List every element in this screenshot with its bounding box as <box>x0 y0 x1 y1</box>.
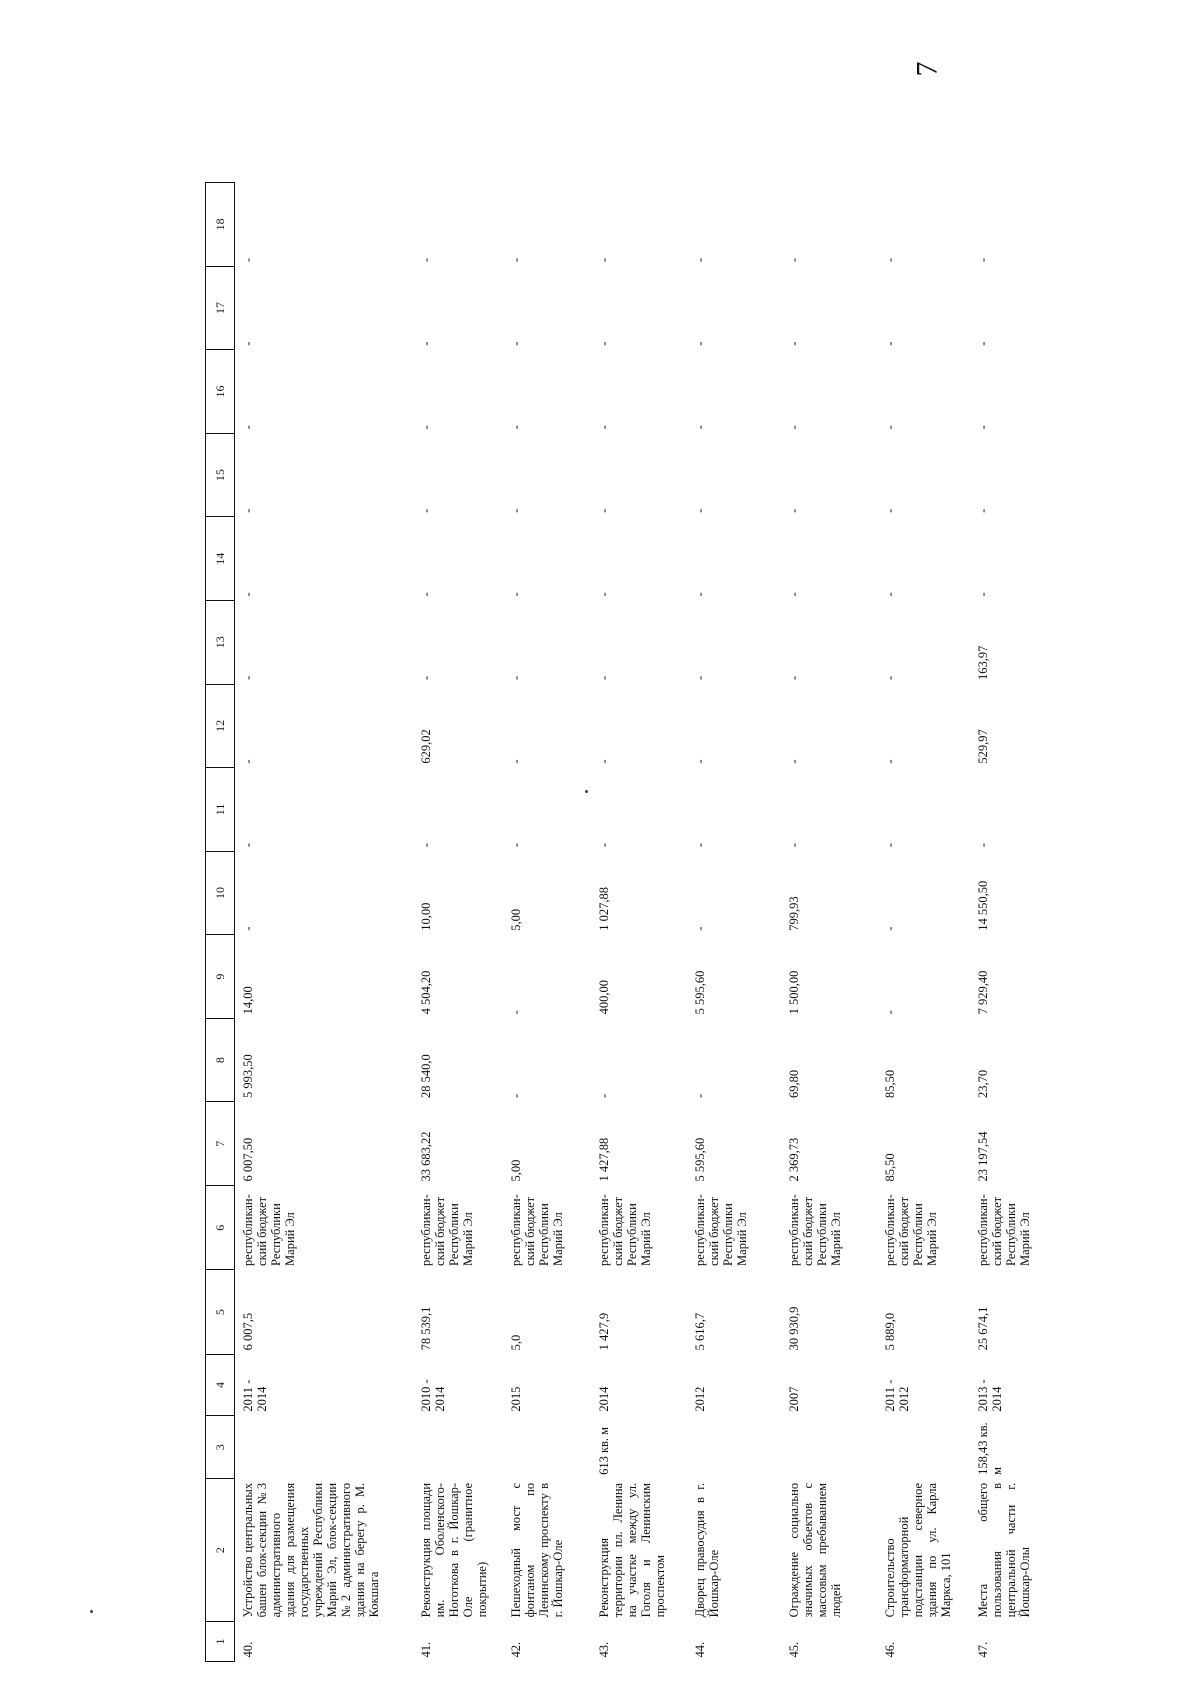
value-col-11: - <box>597 843 611 848</box>
object-name: Реконструкция территории пл. Ленина на участке между ул. Гоголя и Ленинским проспектом <box>597 1482 667 1618</box>
object-name: Строительство трансформаторной подстанции северное здания по ул. Карла Маркса, 101 <box>883 1482 953 1618</box>
capacity <box>413 1416 503 1479</box>
value-col-17: - <box>509 341 523 346</box>
capacity <box>877 1416 970 1479</box>
value-col-18: - <box>597 257 611 263</box>
value-col-17: - <box>883 341 897 346</box>
col-header: 7 <box>206 1102 235 1186</box>
object-name: Места общего пользования в центральной части г. Йошкар-Олы <box>976 1482 1032 1618</box>
value-col-18: - <box>241 257 255 263</box>
value-col-7: 85,50 <box>883 1153 897 1182</box>
value-col-16: - <box>597 425 611 430</box>
object-name: Реконструкция площади им. Оболенского-Ноготкова в г. Йошкар-Оле (гранитное покрытие) <box>419 1482 489 1618</box>
value-col-15: - <box>241 508 255 513</box>
column-number-row <box>206 183 235 1662</box>
row-number: 43. <box>597 1641 611 1658</box>
capacity: 158,43 кв. м <box>976 1422 1004 1475</box>
value-col-14: - <box>787 592 801 597</box>
value-col-11: - <box>509 843 523 848</box>
row-number: 45. <box>787 1641 801 1658</box>
col-header: 11 <box>206 768 235 852</box>
col-header: 12 <box>206 684 235 768</box>
value-col-14: - <box>883 592 897 597</box>
value-col-7: 1 427,88 <box>597 1137 611 1182</box>
funding-source: республикан-ский бюджет Республики Марий Эл <box>976 1194 1032 1266</box>
col-header: 18 <box>206 183 235 267</box>
funding-source: республикан-ский бюджет Республики Марий Эл <box>597 1194 653 1266</box>
value-col-14: - <box>597 592 611 597</box>
row-number: 46. <box>883 1641 897 1658</box>
estimated-cost: 6 007,5 <box>241 1312 255 1351</box>
col-header: 10 <box>206 851 235 935</box>
value-col-12: 529,97 <box>976 729 990 764</box>
value-col-10: - <box>241 926 255 931</box>
value-col-8: 69,80 <box>787 1069 801 1098</box>
value-col-10: 5,00 <box>509 908 523 931</box>
value-col-13: - <box>419 675 433 681</box>
value-col-14: - <box>976 592 990 597</box>
years: 2014 <box>597 1386 611 1412</box>
value-col-12: - <box>509 759 523 764</box>
value-col-11: - <box>787 843 801 848</box>
years: 2007 <box>787 1386 801 1412</box>
row-number: 47. <box>976 1641 990 1658</box>
value-col-8: - <box>693 1093 707 1098</box>
capacity <box>687 1416 781 1479</box>
value-col-7: 5 595,60 <box>693 1137 707 1182</box>
value-col-8: 28 540,0 <box>419 1054 433 1098</box>
years: 2011 - 2014 <box>241 1379 269 1412</box>
value-col-15: - <box>883 508 897 513</box>
value-col-11: - <box>241 843 255 848</box>
value-col-14: - <box>241 592 255 597</box>
value-col-15: - <box>693 508 707 513</box>
capacity: 613 кв. м <box>597 1426 611 1475</box>
table-row <box>781 183 877 1662</box>
object-name: Устройство центральных башен блок-секции №3 административного здания для размещения государственных учреждений Республики Марий Эл, блок-секции №2 административного здания на берегу р. М. Кокшага <box>241 1482 381 1618</box>
value-col-11: - <box>976 843 990 848</box>
funding-source: республикан-ский бюджет Республики Марий Эл <box>509 1194 565 1266</box>
value-col-13: 163,97 <box>976 645 990 681</box>
value-col-16: - <box>883 425 897 430</box>
value-col-9: 4 504,20 <box>419 970 433 1015</box>
row-number: 40. <box>241 1641 255 1658</box>
funding-source: республикан-ский бюджет Республики Марий Эл <box>883 1194 939 1266</box>
value-col-9: 5 595,60 <box>693 970 707 1015</box>
table-row <box>877 183 970 1662</box>
col-header: 5 <box>206 1270 235 1354</box>
value-col-10: 799,93 <box>787 896 801 931</box>
funding-source: республикан-ский бюджет Республики Марий Эл <box>419 1194 475 1266</box>
value-col-9: 1 500,00 <box>787 970 801 1015</box>
years: 2015 <box>509 1386 523 1412</box>
value-col-11: - <box>693 843 707 848</box>
table-row <box>591 183 687 1662</box>
value-col-16: - <box>241 425 255 430</box>
col-header: 16 <box>206 350 235 434</box>
value-col-12: - <box>787 759 801 764</box>
value-col-17: - <box>787 341 801 346</box>
value-col-7: 2 369,73 <box>787 1137 801 1182</box>
value-col-10: 14 550,50 <box>976 880 990 931</box>
table-row <box>503 183 591 1662</box>
value-col-16: - <box>976 425 990 430</box>
value-col-12: - <box>883 759 897 764</box>
funding-source: республикан-ский бюджет Республики Марий Эл <box>241 1194 297 1266</box>
value-col-16: - <box>509 425 523 430</box>
col-header: 3 <box>206 1416 235 1479</box>
value-col-13: - <box>883 675 897 681</box>
col-header: 4 <box>206 1354 235 1415</box>
value-col-16: - <box>787 425 801 430</box>
col-header: 8 <box>206 1018 235 1102</box>
value-col-7: 23 197,54 <box>976 1131 990 1182</box>
value-col-15: - <box>976 508 990 513</box>
col-header: 2 <box>206 1479 235 1621</box>
years: 2010 - 2014 <box>419 1379 447 1412</box>
value-col-15: - <box>787 508 801 513</box>
value-col-15: - <box>509 508 523 513</box>
value-col-14: - <box>693 592 707 597</box>
funding-source: республикан-ский бюджет Республики Марий Эл <box>787 1194 843 1266</box>
value-col-11: - <box>883 843 897 848</box>
value-col-12: - <box>241 759 255 764</box>
value-col-13: - <box>787 675 801 681</box>
estimated-cost: 5 889,0 <box>883 1312 897 1351</box>
value-col-14: - <box>419 592 433 597</box>
value-col-13: - <box>241 675 255 681</box>
object-name: Ограждение социально значимых объектов с массовым пребыванием людей <box>787 1482 843 1618</box>
estimated-cost: 5,0 <box>509 1334 523 1351</box>
value-col-8: 23,70 <box>976 1069 990 1098</box>
value-col-8: - <box>509 1093 523 1098</box>
rotated-table-container <box>205 182 1032 1662</box>
estimated-cost: 1 427,9 <box>597 1312 611 1351</box>
col-header: 13 <box>206 600 235 684</box>
value-col-18: - <box>509 257 523 263</box>
value-col-7: 5,00 <box>509 1159 523 1182</box>
value-col-15: - <box>597 508 611 513</box>
col-header: 1 <box>206 1621 235 1661</box>
years: 2011 - 2012 <box>883 1379 911 1412</box>
scan-speck <box>90 1610 93 1613</box>
estimated-cost: 30 930,9 <box>787 1306 801 1351</box>
capacity <box>235 1416 414 1479</box>
value-col-9: 400,00 <box>597 979 611 1015</box>
funding-source: республикан-ский бюджет Республики Марий Эл <box>693 1194 749 1266</box>
col-header: 17 <box>206 266 235 350</box>
capacity <box>503 1416 591 1479</box>
row-number: 41. <box>419 1641 433 1658</box>
value-col-17: - <box>241 341 255 346</box>
col-header: 9 <box>206 935 235 1019</box>
value-col-16: - <box>693 425 707 430</box>
object-name: Пешеходный мост с фонтаном по Ленинскому проспекту в г. Йошкар-Оле <box>509 1482 565 1618</box>
value-col-8: 85,50 <box>883 1069 897 1098</box>
value-col-9: - <box>883 1010 897 1015</box>
value-col-9: - <box>509 1010 523 1015</box>
value-col-17: - <box>976 341 990 346</box>
value-col-18: - <box>787 257 801 263</box>
value-col-10: - <box>693 926 707 931</box>
table-row <box>970 183 1060 1662</box>
value-col-11: - <box>419 843 433 848</box>
estimated-cost: 25 674,1 <box>976 1306 990 1351</box>
value-col-17: - <box>597 341 611 346</box>
value-col-15: - <box>419 508 433 513</box>
value-col-9: 14,00 <box>241 986 255 1015</box>
value-col-17: - <box>693 341 707 346</box>
col-header: 6 <box>206 1186 235 1270</box>
table-row <box>413 183 503 1662</box>
table-body <box>235 183 1061 1662</box>
col-header: 14 <box>206 517 235 601</box>
table-row <box>235 183 414 1662</box>
value-col-17: - <box>419 341 433 346</box>
value-col-13: - <box>597 675 611 681</box>
value-col-13: - <box>693 675 707 681</box>
value-col-7: 33 683,22 <box>419 1131 433 1182</box>
value-col-18: - <box>883 257 897 263</box>
capacity <box>781 1416 877 1479</box>
data-table <box>205 182 1060 1662</box>
value-col-12: - <box>693 759 707 764</box>
value-col-12: 629,02 <box>419 729 433 764</box>
value-col-8: - <box>597 1093 611 1098</box>
value-col-12: - <box>597 759 611 764</box>
value-col-16: - <box>419 425 433 430</box>
value-col-18: - <box>693 257 707 263</box>
value-col-7: 6 007,50 <box>241 1137 255 1182</box>
years: 2012 <box>693 1386 707 1412</box>
value-col-18: - <box>976 257 990 263</box>
value-col-10: 10,00 <box>419 902 433 931</box>
row-number: 42. <box>509 1641 523 1658</box>
value-col-8: 5 993,50 <box>241 1054 255 1098</box>
row-number: 44. <box>693 1641 707 1658</box>
estimated-cost: 5 616,7 <box>693 1312 707 1351</box>
value-col-9: 7 929,40 <box>976 970 990 1015</box>
value-col-14: - <box>509 592 523 597</box>
value-col-18: - <box>419 257 433 263</box>
years: 2013 - 2014 <box>976 1379 1004 1412</box>
object-name: Дворец правосудия в г. Йошкар-Оле <box>693 1482 721 1618</box>
page-number: 7 <box>910 61 944 77</box>
table-row <box>687 183 781 1662</box>
value-col-10: 1 027,88 <box>597 887 611 931</box>
estimated-cost: 78 539,1 <box>419 1306 433 1351</box>
value-col-10: - <box>883 926 897 931</box>
col-header: 15 <box>206 433 235 517</box>
value-col-13: - <box>509 675 523 681</box>
